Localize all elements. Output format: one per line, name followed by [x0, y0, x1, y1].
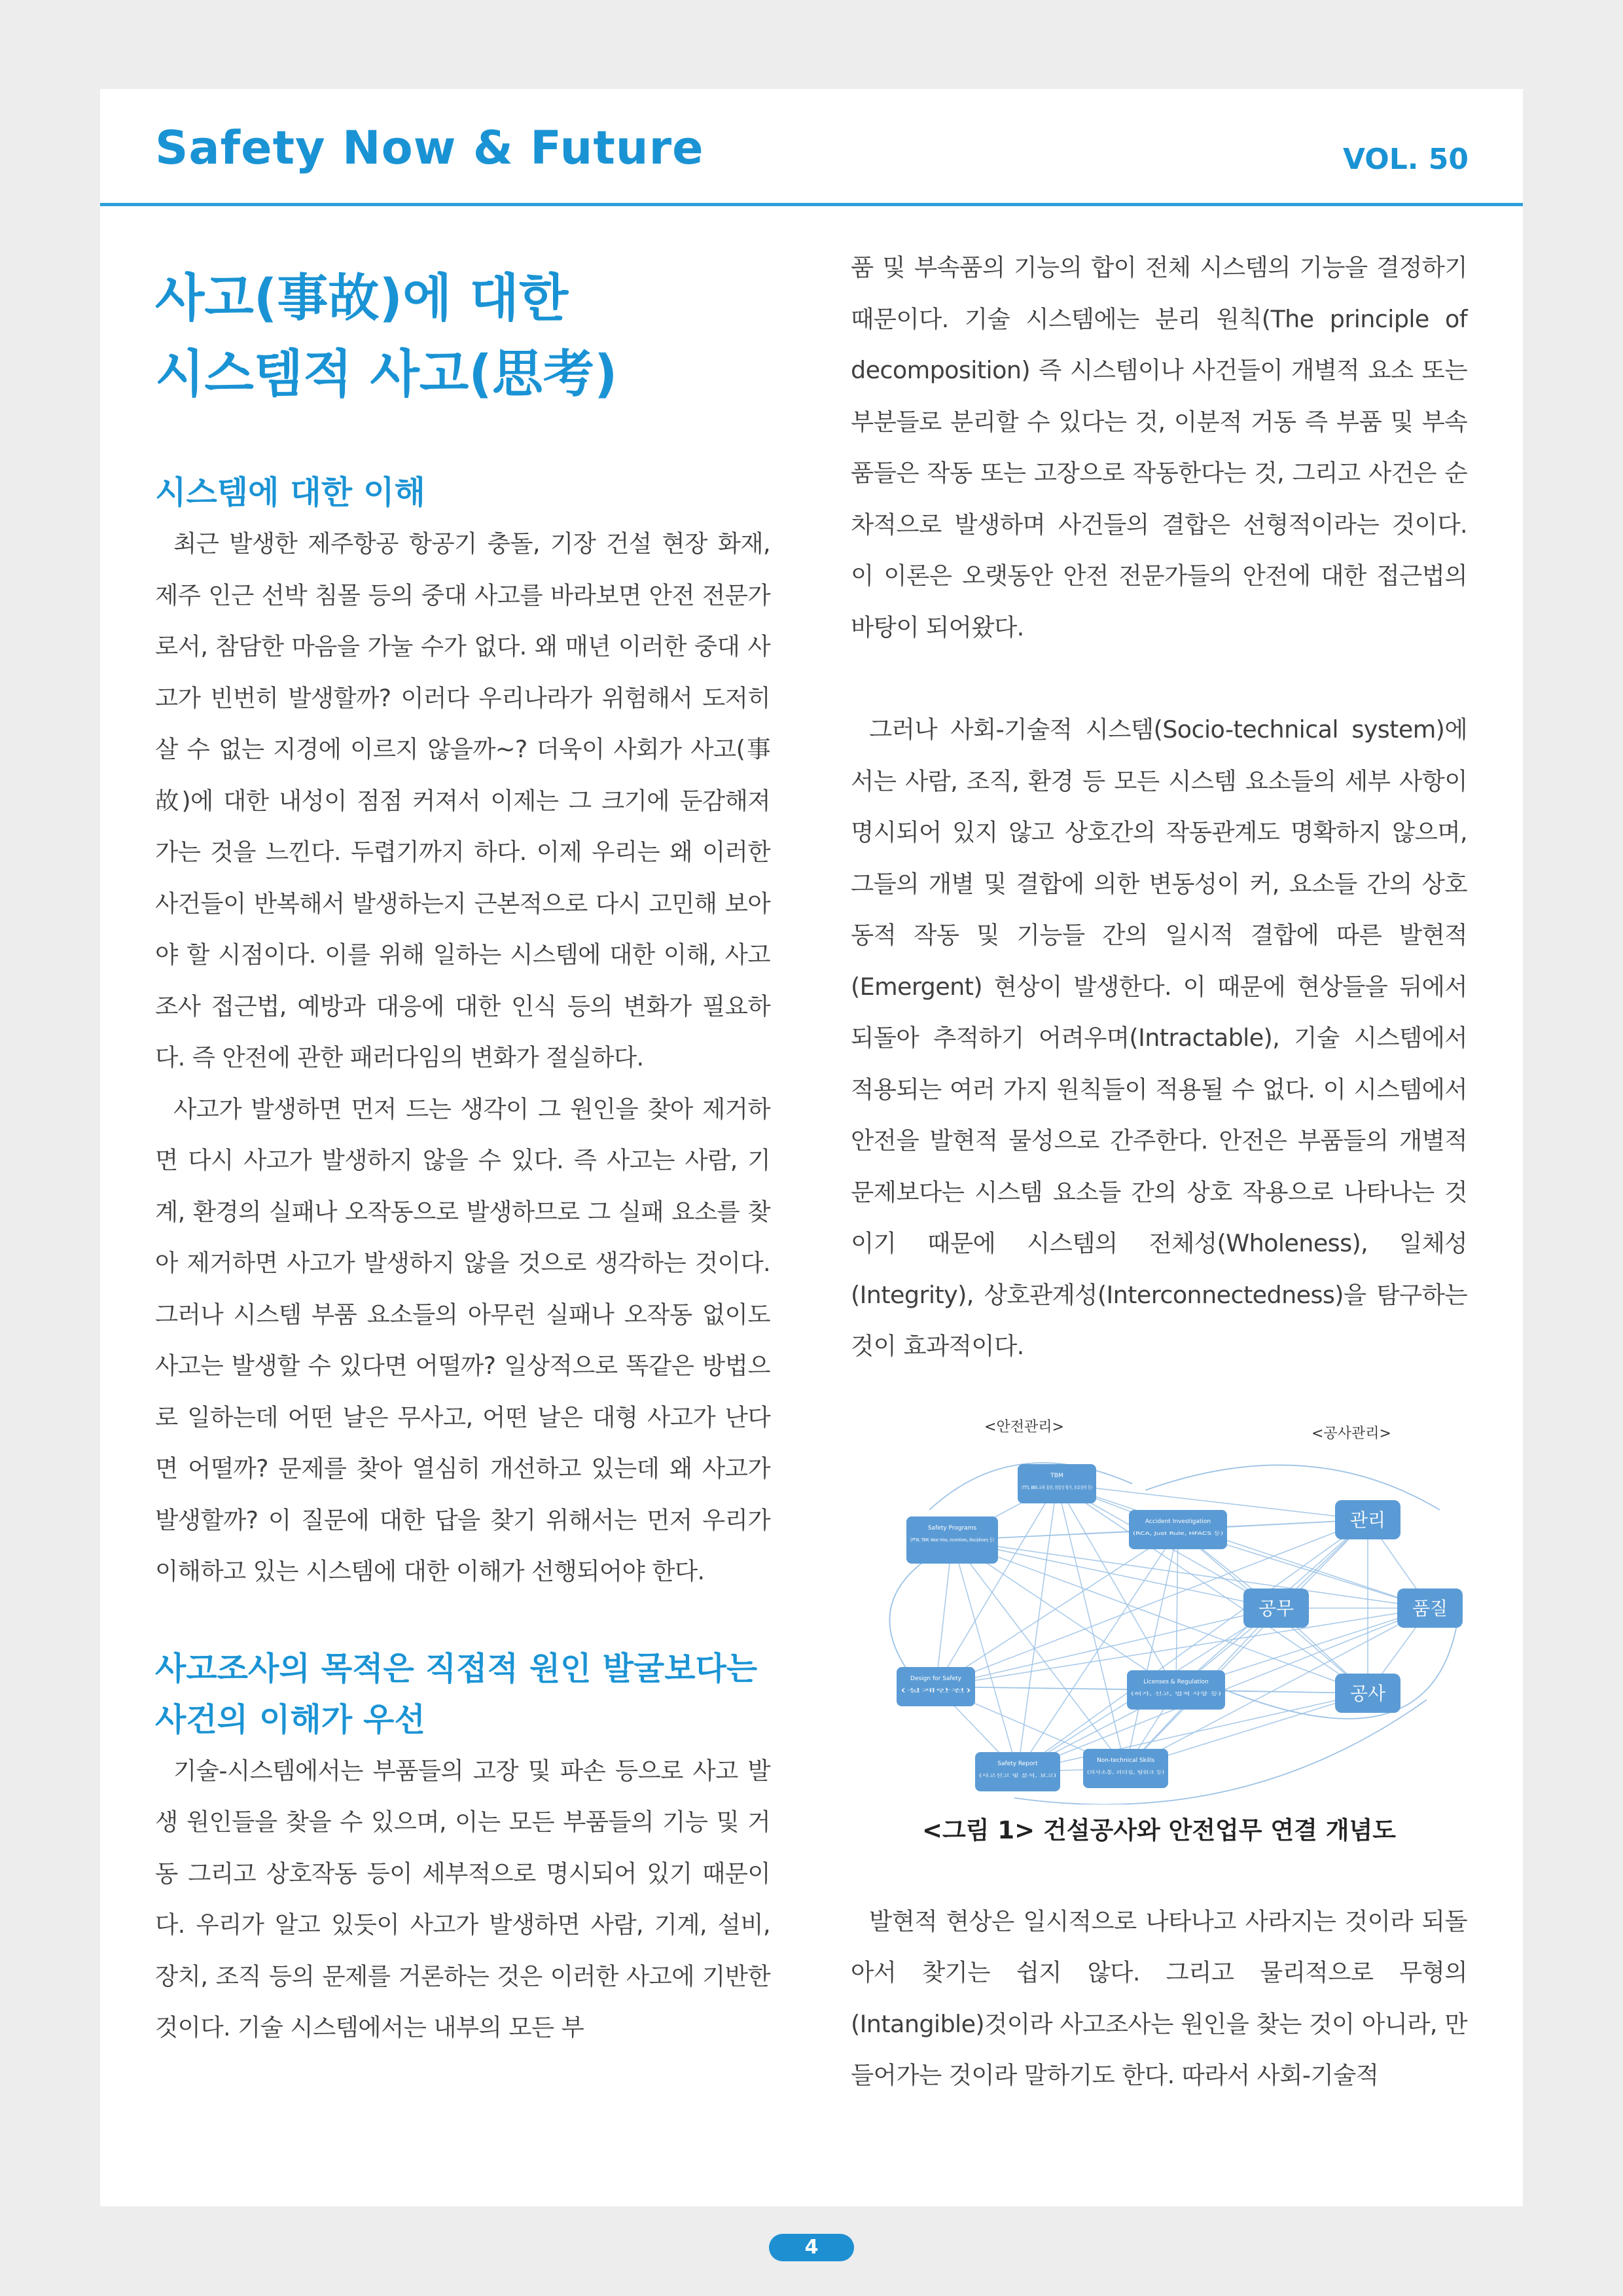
diagram-canvas	[851, 1412, 1467, 1804]
section-heading-investigation	[155, 1643, 770, 1746]
safety-node-subtitle: (허가, 신고, 법적 사항 등)	[1131, 1691, 1183, 1696]
safety-node-subtitle: (사고신고 및 분석, 보고)	[979, 1772, 1029, 1778]
safety-node	[906, 1516, 998, 1564]
connection-line	[1176, 1530, 1178, 1690]
concept-diagram	[851, 1412, 1467, 1804]
safety-node	[1127, 1670, 1225, 1710]
construction-node	[1335, 1500, 1400, 1539]
left-column	[155, 242, 770, 2054]
safety-node-title: Accident Investigation	[1145, 1518, 1211, 1525]
connection-line	[952, 1540, 1430, 1608]
paragraph: 품 및 부속품의 기능의 합이 전체 시스템의 기능을 결정하기 때문이다. 기술 시스템에는 분리 원칙(The principle of decomposition) 즉 시스템이나 사건들이 개별적 요소 또는 부분들로 분리할 수 있다는 것, 이분적 거동 즉 부품 및 부속품들은 작동 또는 고장으로 작동한다는 것, 그리고 사건은 순차적으로 발생하며 사건들의 결합은 선형적이라는 것이다. 이 이론은 오랫동안 안전 전문가들의 안전에 대한 접근법의 바탕이 되어왔다.	[851, 253, 1467, 641]
connection-line	[936, 1608, 1276, 1687]
section-heading-line2: 사건의 이해가 우선	[155, 1700, 425, 1738]
right-column	[851, 242, 1467, 2102]
article-title-line2: 시스템적 사고(思考)	[155, 345, 618, 404]
connection-arc	[889, 1562, 923, 1674]
safety-node-title: Safety Programs	[927, 1524, 977, 1532]
section-heading-line1: 사고조사의 목적은 직접적 원인 발굴보다는	[155, 1649, 758, 1687]
safety-node	[975, 1752, 1060, 1791]
figure-caption: <그림 1> 건설공사와 안전업무 연결 개념도	[921, 1816, 1397, 1844]
paragraph: 기술-시스템에서는 부품들의 고장 및 파손 등으로 사고 발생 원인들을 찾을 수 있으며, 이는 모든 부품들의 기능 및 거동 그리고 상호작동 등이 세부적으로 명시되어 있기 때문이다. 우리가 알고 있듯이 사고가 발생하면 사람, 기계, 설비, 장치, 조직 등의 문제를 거론하는 것은 이러한 사고에 기반한 것이다. 기술 시스템에서는 내부의 모든 부	[155, 1756, 770, 2041]
construction-node	[1397, 1588, 1463, 1628]
connection-line	[936, 1484, 1057, 1687]
construction-node	[1335, 1674, 1400, 1713]
article-title	[155, 260, 770, 412]
paragraph: 발현적 현상은 일시적으로 나타나고 사라지는 것이라 되돌아서 찾기는 쉽지 않다. 그리고 물리적으로 무형의(Intangible)것이라 사고조사는 원인을 찾는 것이 아니라, 만들어가는 것이라 말하기도 한다. 따라서 사회-기술적	[851, 1907, 1467, 2089]
paragraph: 그러나 사회-기술적 시스템(Socio-technical system)에서는 사람, 조직, 환경 등 모든 시스템 요소들의 세부 사항이 명시되어 있지 않고 상호간의 작동관계도 명확하지 않으며, 그들의 개별 및 결합에 의한 변동성이 커, 요소들 간의 상호 동적 작동 및 기능들 간의 일시적 결합에 따른 발현적(Emergent) 현상이 발생한다. 이 때문에 현상들을 뒤에서 되돌아 추적하기 어려우며(Intractable), 기술 시스템에서 적용되는 여러 가지 원칙들이 적용될 수 없다. 이 시스템에서 안전을 발현적 물성으로 간주한다. 안전은 부품들의 개별적 문제보다는 시스템 요소들 간의 상호 작용으로 나타나는 것이기 때문에 시스템의 전체성(Wholeness), 일체성(Integrity), 상호관계성(Interconnectedness)을 탐구하는 것이 효과적이다.	[851, 715, 1467, 1360]
volume-label: VOL. 50	[1343, 143, 1469, 176]
connection-line	[1018, 1484, 1057, 1772]
safety-node-title: TBM	[1050, 1472, 1063, 1479]
safety-node-title: Design for Safety	[910, 1675, 961, 1682]
safety-node-title: Non-technical Skills	[1096, 1757, 1155, 1764]
construction-node-label: 공사	[1349, 1682, 1386, 1704]
safety-node-subtitle: (의사소통, 리더십, 팀워크 등)	[1087, 1769, 1147, 1775]
construction-node-label: 관리	[1349, 1509, 1386, 1531]
construction-node-label: 품질	[1412, 1597, 1448, 1619]
paragraph: 최근 발생한 제주항공 항공기 충돌, 기장 건설 현장 화재, 제주 인근 선박 침몰 등의 중대 사고를 바라보면 안전 전문가로서, 참담한 마음을 가눌 수가 없다. 왜 매년 이러한 중대 사고가 빈번히 발생할까? 이러다 우리나라가 위험해서 도저히 살 수 없는 지경에 이르지 않을까~? 더욱이 사회가 사고(事故)에 대한 내성이 점점 커져서 이제는 그 크기에 둔감해져 가는 것을 느낀다. 두렵기까지 하다. 이제 우리는 왜 이러한 사건들이 반복해서 발생하는지 근본적으로 다시 고민해 보아야 할 시점이다. 이를 위해 일하는 시스템에 대한 이해, 사고조사 접근법, 예방과 대응에 대한 인식 등의 변화가 필요하다. 즉 안전에 관한 패러다임의 변화가 절실하다.	[155, 529, 770, 1071]
diagram-nodes	[897, 1464, 1463, 1791]
page-number: 4	[769, 2234, 854, 2261]
construction-node	[1243, 1588, 1309, 1628]
group-label-safety: <안전관리>	[984, 1418, 1064, 1435]
safety-node-title: Licenses & Regulation	[1143, 1678, 1209, 1685]
safety-node	[897, 1667, 975, 1706]
connection-line	[1018, 1520, 1368, 1772]
article-title-line1: 사고(事故)에 대한	[155, 269, 569, 328]
safety-node-subtitle: (설계안전)	[901, 1687, 922, 1693]
safety-node-subtitle: (PTW, TBM, Near miss, Incentives, disciplinary 등)	[910, 1537, 995, 1543]
safety-node	[1018, 1464, 1120, 1503]
safety-node-subtitle: (RCA, Just Rule, HFACS 등)	[1133, 1530, 1224, 1536]
connection-arc	[1014, 1700, 1427, 1804]
header-divider	[100, 203, 1523, 206]
magazine-title: Safety Now & Future	[155, 121, 704, 175]
section-heading-system: 시스템에 대한 이해	[155, 474, 425, 511]
construction-node-label: 공무	[1258, 1597, 1294, 1619]
connection-line	[952, 1540, 1126, 1768]
safety-node	[1083, 1749, 1168, 1788]
safety-node-title: Safety Report	[997, 1760, 1038, 1767]
safety-node	[1129, 1510, 1227, 1549]
safety-node-subtitle: (TTS, BBS 교육 훈련, 위험성 평가, 보호장비 등)	[1022, 1484, 1120, 1490]
paragraph: 사고가 발생하면 먼저 드는 생각이 그 원인을 찾아 제거하면 다시 사고가 발생하지 않을 수 있다. 즉 사고는 사람, 기계, 환경의 실패나 오작동으로 발생하므로 그 실패 요소를 찾아 제거하면 사고가 발생하지 않을 것으로 생각하는 것이다. 그러나 시스템 부품 요소들의 아무런 실패나 오작동 없이도 사고는 발생할 수 있다면 어떨까? 일상적으로 똑같은 방법으로 일하는데 어떤 날은 무사고, 어떤 날은 대형 사고가 난다면 어떨까? 문제를 찾아 열심히 개선하고 있는데 왜 사고가 발생할까? 이 질문에 대한 답을 찾기 위해서는 먼저 우리가 이해하고 있는 시스템에 대한 이해가 선행되어야 한다.	[155, 1094, 770, 1585]
group-label-construction: <공사관리>	[1311, 1425, 1391, 1442]
